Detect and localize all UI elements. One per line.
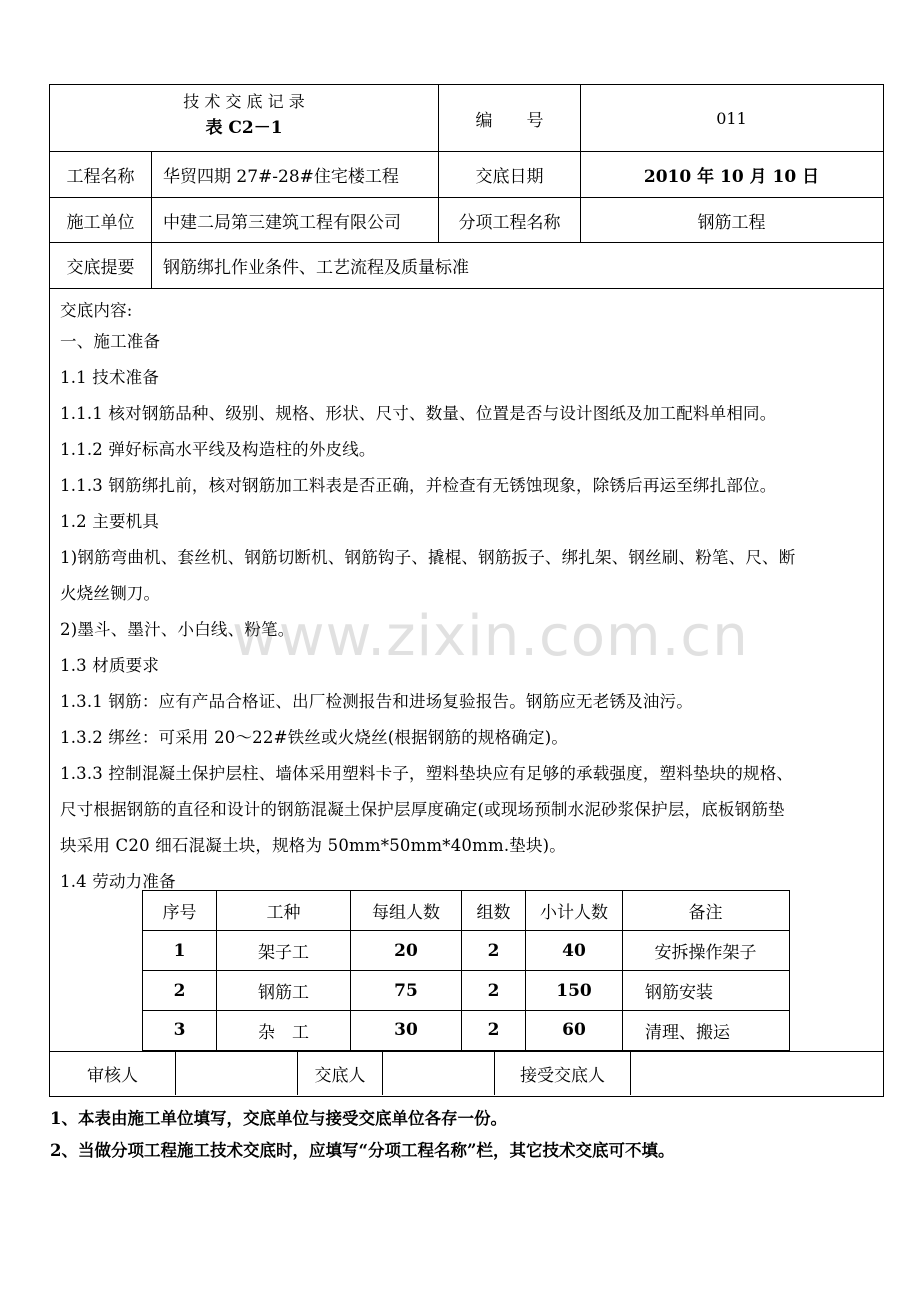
table-cell: 钢筋安装 bbox=[645, 983, 713, 1003]
table-header: 序号 bbox=[162, 903, 197, 923]
table-header: 备注 bbox=[688, 903, 723, 923]
row-divider bbox=[49, 288, 883, 289]
project-name-value: 华贸四期 27#-28#住宅楼工程 bbox=[163, 167, 399, 187]
unit-label: 施工单位 bbox=[66, 212, 135, 233]
footer-note: 2、当做分项工程施工技术交底时，应填写“分项工程名称”栏，其它技术交底可不填。 bbox=[50, 1141, 675, 1160]
content-line: 1.1 技术准备 bbox=[60, 368, 160, 387]
content-line: 1.3.3 控制混凝土保护层柱、墙体采用塑料卡子，塑料垫块应有足够的承载强度，塑料垫块的规格、 bbox=[60, 764, 794, 783]
content-heading: 交底内容: bbox=[60, 301, 133, 320]
table-cell: 40 bbox=[562, 940, 586, 961]
content-line: 1.3.1 钢筋：应有产品合格证、出厂检测报告和进场复验报告。钢筋应无老锈及油污。 bbox=[60, 692, 693, 711]
reviewer-field[interactable] bbox=[176, 1052, 297, 1095]
date-label: 交底日期 bbox=[475, 167, 544, 187]
content-line: 一、施工准备 bbox=[60, 332, 161, 351]
table-cell: 钢筋工 bbox=[258, 983, 309, 1003]
date-value: 2010 年 10 月 10 日 bbox=[643, 167, 820, 187]
table-cell: 1 bbox=[173, 940, 186, 961]
table-header: 组数 bbox=[476, 903, 511, 923]
receiver-label: 接受交底人 bbox=[520, 1066, 605, 1086]
table-header: 工种 bbox=[266, 903, 301, 923]
discloser-label: 交底人 bbox=[314, 1066, 366, 1086]
table-cell: 杂 工 bbox=[258, 1022, 309, 1043]
discloser-field[interactable] bbox=[383, 1052, 494, 1095]
table-cell: 2 bbox=[173, 980, 186, 1001]
table-header: 每组人数 bbox=[372, 903, 440, 923]
subproject-label: 分项工程名称 bbox=[458, 212, 561, 233]
table-cell: 安拆操作架子 bbox=[654, 943, 757, 963]
footer-note: 1、本表由施工单位填写，交底单位与接受交底单位各存一份。 bbox=[50, 1109, 507, 1128]
table-cell: 20 bbox=[394, 940, 418, 961]
content-line: 1.2 主要机具 bbox=[60, 512, 160, 531]
table-cell: 2 bbox=[487, 1020, 500, 1040]
content-line: 1)钢筋弯曲机、套丝机、钢筋切断机、钢筋钩子、撬棍、钢筋扳子、绑扎架、钢丝刷、粉笔、尺、断 bbox=[60, 548, 796, 567]
table-cell: 150 bbox=[556, 980, 592, 1001]
content-line: 1.1.3 钢筋绑扎前，核对钢筋加工料表是否正确，并检查有无锈蚀现象，除锈后再运至绑扎部位。 bbox=[60, 476, 777, 495]
summary-value: 钢筋绑扎作业条件、工艺流程及质量标准 bbox=[163, 258, 469, 278]
table-cell: 3 bbox=[173, 1020, 186, 1040]
table-cell: 30 bbox=[394, 1020, 418, 1040]
form-code: 表 C2－1 bbox=[205, 117, 283, 138]
table-cell: 2 bbox=[487, 940, 500, 961]
unit-value: 中建二局第三建筑工程有限公司 bbox=[163, 212, 401, 233]
table-cell: 架子工 bbox=[258, 943, 309, 963]
table-cell: 2 bbox=[487, 980, 500, 1001]
table-cell: 60 bbox=[562, 1020, 586, 1040]
subproject-value: 钢筋工程 bbox=[697, 212, 766, 233]
content-line: 1.3.2 绑丝：可采用 20～22#铁丝或火烧丝(根据钢筋的规格确定)。 bbox=[60, 728, 569, 747]
content-line: 1.1.2 弹好标高水平线及构造柱的外皮线。 bbox=[60, 440, 376, 459]
number-label: 编 号 bbox=[475, 110, 544, 131]
receiver-field[interactable] bbox=[631, 1052, 882, 1095]
project-name-label: 工程名称 bbox=[66, 167, 135, 187]
content-line: 1.4 劳动力准备 bbox=[60, 872, 176, 891]
content-line: 1.1.1 核对钢筋品种、级别、规格、形状、尺寸、数量、位置是否与设计图纸及加工配料单相同。 bbox=[60, 404, 777, 423]
content-line: 2)墨斗、墨汁、小白线、粉笔。 bbox=[60, 620, 295, 639]
number-value: 011 bbox=[716, 108, 747, 128]
col-divider bbox=[151, 151, 152, 288]
content-line: 1.3 材质要求 bbox=[60, 656, 160, 675]
watermark: www.zixin.com.cn bbox=[232, 604, 749, 669]
table-cell: 75 bbox=[394, 980, 418, 1001]
summary-label: 交底提要 bbox=[66, 258, 135, 278]
content-line: 火烧丝铡刀。 bbox=[60, 584, 161, 603]
content-line: 尺寸根据钢筋的直径和设计的钢筋混凝土保护层厚度确定(或现场预制水泥砂浆保护层，底板钢筋垫 bbox=[60, 800, 785, 819]
form-title: 技 术 交 底 记 录 bbox=[183, 91, 305, 111]
table-cell: 清理、搬运 bbox=[645, 1022, 730, 1043]
content-line: 块采用 C20 细石混凝土块，规格为 50mm*50mm*40mm.垫块)。 bbox=[60, 836, 566, 855]
reviewer-label: 审核人 bbox=[87, 1066, 138, 1086]
table-header: 小计人数 bbox=[540, 903, 608, 923]
